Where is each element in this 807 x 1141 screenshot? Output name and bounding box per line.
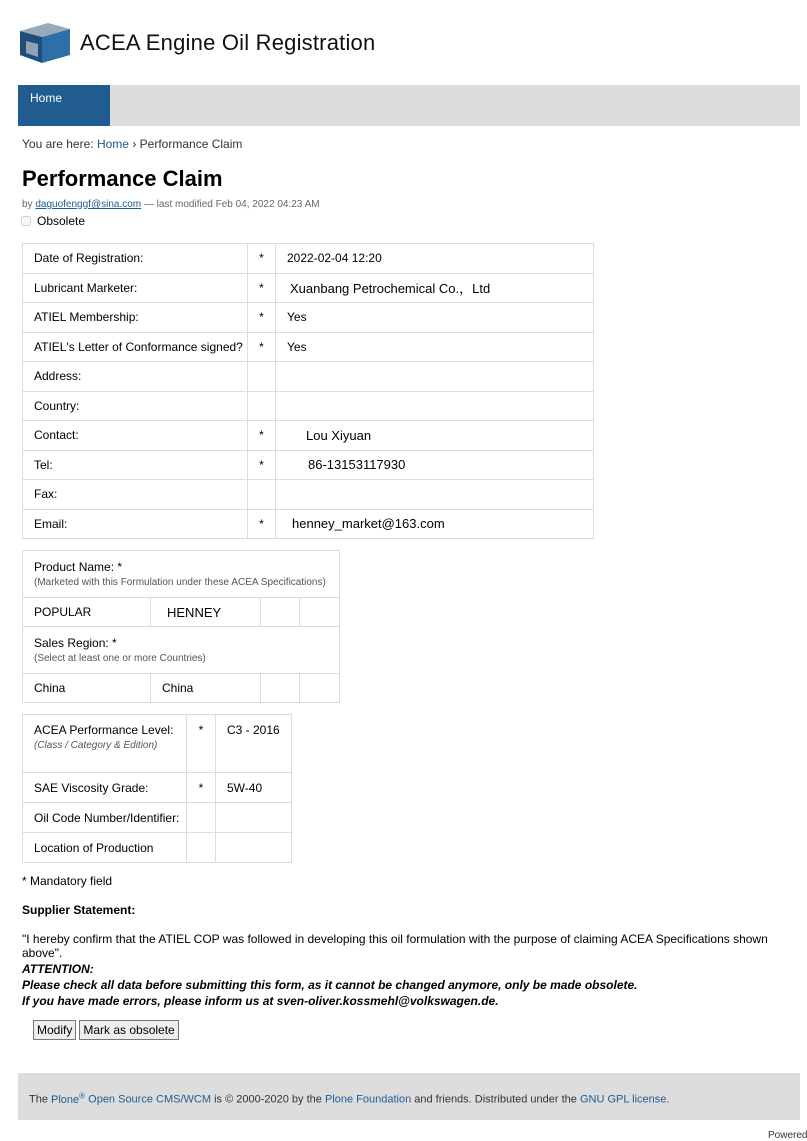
field-value: 86-13153117930 — [276, 450, 594, 480]
footer-text: and friends. Distributed under the — [414, 1093, 577, 1106]
main-navigation — [18, 85, 800, 126]
mandatory-note: * Mandatory field — [22, 874, 113, 888]
field-label: ATIEL's Letter of Conformance signed? — [23, 332, 248, 362]
required-marker — [187, 803, 216, 833]
required-marker — [187, 833, 216, 863]
required-marker — [248, 480, 276, 510]
product-name-note: (Marketed with this Formulation under these ACEA Specifications) — [34, 577, 326, 588]
required-marker: * — [248, 421, 276, 451]
breadcrumb-home-link[interactable]: Home — [96, 137, 129, 151]
page-title: Performance Claim — [22, 166, 223, 191]
powered-by-text: Powered — [768, 1130, 807, 1141]
registration-table — [22, 243, 594, 539]
field-value — [216, 833, 292, 863]
supplier-statement: "I hereby confirm that the ATIEL COP was followed in developing this oil formulation with the purpose of claiming ACEA Specifications shown above". — [22, 932, 768, 960]
sales-region-empty — [300, 674, 340, 703]
field-value: Xuanbang Petrochemical Co.，Ltd — [276, 273, 594, 303]
product-name-empty — [261, 598, 300, 627]
attention-block — [22, 961, 638, 1009]
plone-link[interactable]: Plone® — [51, 1091, 86, 1106]
field-label — [23, 715, 187, 773]
sales-region-2: China — [151, 674, 261, 703]
footer-text: . — [666, 1093, 670, 1106]
required-marker: * — [187, 773, 216, 803]
product-name-2: HENNEY — [151, 598, 261, 627]
field-value — [276, 362, 594, 392]
sales-region-empty — [261, 674, 300, 703]
table-row — [23, 391, 594, 421]
field-label: Lubricant Marketer: — [23, 273, 248, 303]
field-label: Date of Registration: — [23, 244, 248, 274]
performance-table — [22, 714, 292, 863]
registered-mark: ® — [79, 1091, 86, 1100]
field-label: Country: — [23, 391, 248, 421]
site-footer — [18, 1073, 800, 1120]
required-marker: * — [248, 273, 276, 303]
table-row — [23, 715, 292, 773]
field-value: Lou Xiyuan — [276, 421, 594, 451]
table-row — [23, 273, 594, 303]
field-value: 5W-40 — [216, 773, 292, 803]
required-marker: * — [248, 303, 276, 333]
sales-region-1: China — [23, 674, 151, 703]
breadcrumb-current: Performance Claim — [139, 137, 243, 151]
required-marker: * — [248, 509, 276, 539]
site-title: ACEA Engine Oil Registration — [80, 30, 376, 55]
table-row — [23, 627, 340, 674]
product-name-label: Product Name: * — [34, 560, 123, 574]
sales-region-header — [23, 627, 340, 674]
product-name-header — [23, 551, 340, 598]
table-row — [23, 421, 594, 451]
table-row — [23, 450, 594, 480]
field-value — [216, 803, 292, 833]
obsolete-checkbox[interactable] — [21, 216, 31, 226]
last-modified: — last modified Feb 04, 2022 04:23 AM — [143, 199, 320, 210]
footer-text: The — [29, 1093, 48, 1106]
supplier-heading: Supplier Statement: — [22, 903, 136, 917]
field-label: Oil Code Number/Identifier: — [23, 803, 187, 833]
table-row — [23, 773, 292, 803]
attention-heading: ATTENTION: — [22, 962, 94, 976]
breadcrumb-prefix: You are here: — [22, 137, 94, 151]
field-label: ATIEL Membership: — [23, 303, 248, 333]
product-table — [22, 550, 340, 703]
site-header — [18, 18, 375, 68]
breadcrumb-separator: › — [132, 137, 137, 151]
field-label: Location of Production — [23, 833, 187, 863]
document-byline — [22, 199, 320, 210]
field-label: Fax: — [23, 480, 248, 510]
table-row — [23, 362, 594, 392]
field-label: Email: — [23, 509, 248, 539]
field-value: Yes — [276, 332, 594, 362]
copyright-text: © 2000-2020 by the — [225, 1093, 322, 1106]
obsolete-row — [21, 214, 85, 228]
open-source-link[interactable]: Open Source CMS/WCM — [88, 1093, 212, 1106]
required-marker: * — [248, 450, 276, 480]
table-row — [23, 598, 340, 627]
breadcrumb — [22, 137, 242, 151]
field-value: henney_market@163.com — [276, 509, 594, 539]
gpl-license-link[interactable]: GNU GPL license — [579, 1093, 667, 1106]
sales-region-note: (Select at least one or more Countries) — [34, 653, 206, 664]
nav-tab-home[interactable]: Home — [18, 85, 110, 126]
action-buttons — [33, 1020, 179, 1040]
required-marker: * — [187, 715, 216, 773]
required-marker: * — [248, 244, 276, 274]
field-value: 2022-02-04 12:20 — [276, 244, 594, 274]
field-label: Address: — [23, 362, 248, 392]
table-row — [23, 244, 594, 274]
field-value — [276, 391, 594, 421]
table-row — [23, 551, 340, 598]
sales-region-label: Sales Region: * — [34, 636, 117, 650]
plone-foundation-link[interactable]: Plone Foundation — [324, 1093, 412, 1106]
field-value: C3 - 2016 — [216, 715, 292, 773]
table-row — [23, 803, 292, 833]
field-value — [276, 480, 594, 510]
author-link[interactable]: daguofenggf@sina.com — [35, 199, 142, 210]
table-row — [23, 674, 340, 703]
byline-prefix: by — [22, 199, 33, 210]
site-logo-icon[interactable] — [18, 21, 72, 65]
field-label: Contact: — [23, 421, 248, 451]
table-row — [23, 303, 594, 333]
required-marker — [248, 391, 276, 421]
field-value: Yes — [276, 303, 594, 333]
attention-line: If you have made errors, please inform us at sven-oliver.kossmehl@volkswagen.de. — [22, 994, 499, 1008]
mark-obsolete-button[interactable]: Mark as obsolete — [79, 1020, 178, 1040]
acea-level-label: ACEA Performance Level: — [34, 723, 174, 737]
table-row — [23, 509, 594, 539]
attention-line: Please check all data before submitting this form, as it cannot be changed anymore, only be made obsolete. — [22, 978, 638, 992]
table-row — [23, 332, 594, 362]
product-name-1: POPULAR — [23, 598, 151, 627]
table-row — [23, 833, 292, 863]
field-label: SAE Viscosity Grade: — [23, 773, 187, 803]
required-marker: * — [248, 332, 276, 362]
product-name-empty — [300, 598, 340, 627]
acea-level-note: (Class / Category & Edition) — [34, 740, 158, 751]
table-row — [23, 480, 594, 510]
field-label: Tel: — [23, 450, 248, 480]
modify-button[interactable]: Modify — [33, 1020, 76, 1040]
required-marker — [248, 362, 276, 392]
obsolete-label: Obsolete — [37, 214, 86, 228]
footer-text: is — [214, 1093, 223, 1106]
